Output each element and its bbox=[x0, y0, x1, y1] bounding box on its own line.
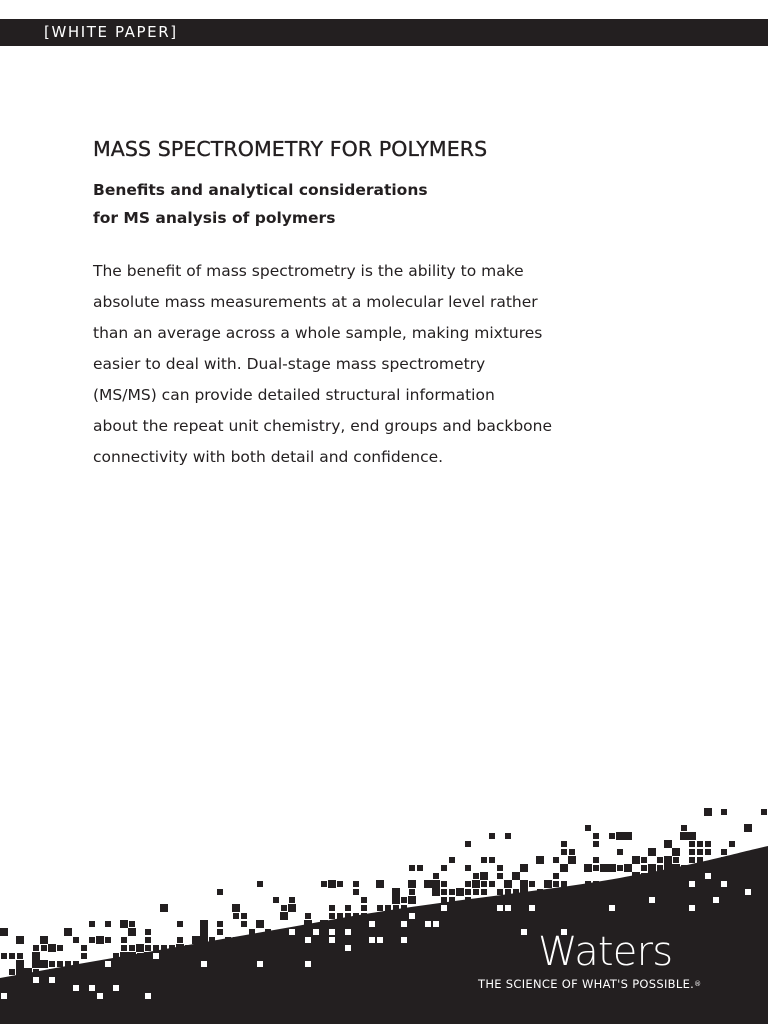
mosaic-pixel bbox=[57, 961, 63, 967]
mosaic-pixel bbox=[520, 880, 528, 888]
document-subtitle bbox=[93, 176, 573, 232]
mosaic-pixel bbox=[449, 889, 455, 895]
mosaic-pixel-gap bbox=[89, 985, 95, 991]
mosaic-pixel bbox=[441, 881, 447, 887]
mosaic-pixel bbox=[513, 889, 519, 895]
mosaic-pixel bbox=[337, 913, 343, 919]
mosaic-pixel bbox=[16, 960, 24, 968]
mosaic-pixel bbox=[697, 841, 703, 847]
mosaic-pixel bbox=[465, 889, 471, 895]
mosaic-pixel bbox=[321, 881, 327, 887]
mosaic-pixel bbox=[681, 865, 687, 871]
mosaic-pixel bbox=[721, 849, 727, 855]
mosaic-pixel bbox=[529, 881, 535, 887]
mosaic-pixel-gap bbox=[609, 905, 615, 911]
mosaic-pixel bbox=[449, 857, 455, 863]
mosaic-pixel bbox=[145, 945, 151, 951]
mosaic-pixel bbox=[144, 952, 152, 960]
mosaic-pixel bbox=[744, 824, 752, 832]
mosaic-pixel bbox=[249, 929, 255, 935]
mosaic-pixel-gap bbox=[401, 937, 407, 943]
mosaic-pixel bbox=[376, 880, 384, 888]
mosaic-pixel bbox=[497, 873, 503, 879]
mosaic-pixel bbox=[520, 888, 528, 896]
mosaic-pixel bbox=[553, 857, 559, 863]
mosaic-pixel bbox=[33, 945, 39, 951]
mosaic-pixel bbox=[632, 856, 640, 864]
body-line: easier to deal with. Dual-stage mass spectrometry bbox=[93, 355, 486, 373]
mosaic-pixel bbox=[624, 832, 632, 840]
footer-band bbox=[0, 800, 768, 1024]
mosaic-pixel bbox=[641, 865, 647, 871]
brand-tagline bbox=[478, 976, 701, 992]
mosaic-pixel bbox=[81, 953, 87, 959]
mosaic-pixel bbox=[593, 857, 599, 863]
mosaic-pixel bbox=[392, 896, 400, 904]
mosaic-pixel bbox=[32, 960, 40, 968]
mosaic-pixel bbox=[145, 929, 151, 935]
mosaic-pixel bbox=[48, 944, 56, 952]
mosaic-pixel bbox=[361, 913, 367, 919]
mosaic-pixel-gap bbox=[433, 921, 439, 927]
mosaic-pixel bbox=[40, 936, 48, 944]
mosaic-pixel bbox=[337, 881, 343, 887]
mosaic-pixel bbox=[241, 913, 247, 919]
mosaic-pixel bbox=[641, 857, 647, 863]
mosaic-pixel bbox=[200, 936, 208, 944]
mosaic-pixel bbox=[465, 865, 471, 871]
mosaic-pixel-gap bbox=[305, 961, 311, 967]
mosaic-pixel bbox=[584, 864, 592, 872]
mosaic-pixel bbox=[704, 808, 712, 816]
mosaic-pixel-gap bbox=[745, 889, 751, 895]
mosaic-pixel bbox=[560, 864, 568, 872]
mosaic-pixel bbox=[320, 920, 328, 928]
mosaic-pixel-gap bbox=[369, 921, 375, 927]
mosaic-pixel bbox=[705, 849, 711, 855]
mosaic-pixel bbox=[73, 937, 79, 943]
mosaic-pixel bbox=[217, 889, 223, 895]
mosaic-pixel bbox=[9, 969, 15, 975]
mosaic-pixel bbox=[472, 880, 480, 888]
mosaic-pixel bbox=[520, 864, 528, 872]
mosaic-pixel bbox=[473, 889, 479, 895]
mosaic-pixel-gap bbox=[97, 993, 103, 999]
body-line: about the repeat unit chemistry, end groups and backbone bbox=[93, 417, 553, 435]
mosaic-pixel bbox=[217, 921, 223, 927]
mosaic-pixel bbox=[40, 960, 48, 968]
mosaic-pixel bbox=[145, 937, 151, 943]
mosaic-pixel bbox=[16, 936, 24, 944]
mosaic-pixel bbox=[81, 945, 87, 951]
mosaic-pixel bbox=[473, 873, 479, 879]
mosaic-pixel bbox=[465, 841, 471, 847]
mosaic-pixel-gap bbox=[377, 937, 383, 943]
mosaic-pixel bbox=[17, 953, 23, 959]
mosaic-pixel-gap bbox=[33, 977, 39, 983]
mosaic-pixel bbox=[481, 857, 487, 863]
mosaic-pixel-gap bbox=[329, 937, 335, 943]
body-line: connectivity with both detail and confidence. bbox=[93, 448, 444, 466]
mosaic-pixel bbox=[689, 841, 695, 847]
mosaic-pixel bbox=[681, 825, 687, 831]
mosaic-pixel bbox=[232, 904, 240, 912]
body-line: than an average across a whole sample, making mixtures bbox=[93, 324, 543, 342]
mosaic-pixel bbox=[49, 961, 55, 967]
subtitle-line: Benefits and analytical considerations bbox=[93, 181, 428, 199]
mosaic-pixel-gap bbox=[313, 929, 319, 935]
mosaic-pixel bbox=[177, 937, 183, 943]
document-content bbox=[93, 134, 573, 473]
mosaic-pixel bbox=[377, 905, 383, 911]
mosaic-pixel bbox=[304, 920, 312, 928]
mosaic-pixel bbox=[256, 920, 264, 928]
mosaic-pixel bbox=[401, 897, 407, 903]
body-paragraph bbox=[93, 256, 573, 473]
mosaic-pixel bbox=[105, 921, 111, 927]
mosaic-pixel bbox=[608, 864, 616, 872]
mosaic-pixel bbox=[233, 937, 239, 943]
mosaic-pixel bbox=[409, 865, 415, 871]
subtitle-line: for MS analysis of polymers bbox=[93, 209, 336, 227]
mosaic-pixel-gap bbox=[401, 921, 407, 927]
mosaic-pixel bbox=[289, 897, 295, 903]
mosaic-pixel bbox=[561, 881, 567, 887]
mosaic-pixel bbox=[57, 945, 63, 951]
mosaic-pixel bbox=[193, 945, 199, 951]
mosaic-pixel bbox=[432, 888, 440, 896]
mosaic-pixel bbox=[153, 945, 159, 951]
mosaic-pixel bbox=[441, 889, 447, 895]
body-line: The benefit of mass spectrometry is the ability to make bbox=[93, 262, 524, 280]
mosaic-pixel bbox=[176, 944, 184, 952]
mosaic-pixel-gap bbox=[113, 985, 119, 991]
mosaic-pixel bbox=[497, 865, 503, 871]
mosaic-pixel bbox=[648, 872, 656, 880]
mosaic-pixel bbox=[641, 873, 647, 879]
mosaic-pixel bbox=[361, 897, 367, 903]
mosaic-pixel bbox=[160, 904, 168, 912]
mosaic-pixel bbox=[353, 889, 359, 895]
mosaic-pixel bbox=[680, 832, 688, 840]
document-title: MASS SPECTROMETRY FOR POLYMERS bbox=[93, 137, 488, 161]
mosaic-pixel-gap bbox=[329, 929, 335, 935]
mosaic-pixel bbox=[128, 928, 136, 936]
mosaic-pixel bbox=[393, 905, 399, 911]
mosaic-pixel bbox=[128, 952, 136, 960]
mosaic-pixel bbox=[408, 896, 416, 904]
mosaic-pixel bbox=[481, 889, 487, 895]
mosaic-pixel bbox=[536, 856, 544, 864]
mosaic-pixel bbox=[361, 905, 367, 911]
mosaic-pixel bbox=[409, 889, 415, 895]
mosaic-pixel bbox=[593, 841, 599, 847]
mosaic-pixel-gap bbox=[505, 905, 511, 911]
mosaic-pixel bbox=[672, 864, 680, 872]
mosaic-pixel bbox=[233, 913, 239, 919]
mosaic-pixel bbox=[280, 912, 288, 920]
mosaic-pixel bbox=[96, 936, 104, 944]
mosaic-pixel bbox=[65, 961, 71, 967]
mosaic-pixel bbox=[568, 856, 576, 864]
brand-wordmark: Waters bbox=[538, 929, 673, 975]
mosaic-pixel bbox=[489, 833, 495, 839]
mosaic-pixel bbox=[729, 841, 735, 847]
mosaic-pixel bbox=[505, 833, 511, 839]
mosaic-pixel-gap bbox=[345, 945, 351, 951]
mosaic-pixel bbox=[385, 905, 391, 911]
mosaic-pixel bbox=[537, 889, 543, 895]
mosaic-pixel bbox=[657, 865, 663, 871]
mosaic-pixel-gap bbox=[201, 961, 207, 967]
mosaic-pixel bbox=[281, 905, 287, 911]
mosaic-pixel-gap bbox=[689, 881, 695, 887]
mosaic-pixel bbox=[504, 880, 512, 888]
mosaic-pixel bbox=[225, 937, 231, 943]
mosaic-pixel bbox=[305, 913, 311, 919]
mosaic-pixel bbox=[497, 889, 503, 895]
mosaic-pixel bbox=[105, 937, 111, 943]
mosaic-pixel bbox=[177, 921, 183, 927]
mosaic-pixel bbox=[424, 880, 432, 888]
mosaic-pixel bbox=[32, 952, 40, 960]
mosaic-pixel bbox=[120, 952, 128, 960]
mosaic-pixel bbox=[169, 945, 175, 951]
mosaic-pixel bbox=[89, 937, 95, 943]
mosaic-pixel bbox=[697, 857, 703, 863]
mosaic-pixel bbox=[648, 848, 656, 856]
mosaic-pixel-gap bbox=[345, 929, 351, 935]
mosaic-pixel bbox=[617, 849, 623, 855]
mosaic-pixel bbox=[200, 920, 208, 928]
mosaic-pixel bbox=[328, 880, 336, 888]
mosaic-pixel bbox=[329, 913, 335, 919]
mosaic-pixel bbox=[489, 857, 495, 863]
mosaic-pixel bbox=[465, 881, 471, 887]
mosaic-pixel bbox=[664, 856, 672, 864]
mosaic-pixel bbox=[593, 865, 599, 871]
mosaic-pixel-gap bbox=[289, 929, 295, 935]
mosaic-pixel bbox=[689, 849, 695, 855]
mosaic-pixel bbox=[553, 873, 559, 879]
mosaic-pixel bbox=[561, 849, 567, 855]
registered-mark: ® bbox=[694, 980, 702, 988]
mosaic-pixel-gap bbox=[1, 993, 7, 999]
mosaic-pixel bbox=[449, 897, 455, 903]
mosaic-pixel bbox=[329, 905, 335, 911]
mosaic-pixel bbox=[617, 865, 623, 871]
mosaic-pixel bbox=[624, 864, 632, 872]
mosaic-pixel bbox=[1, 953, 7, 959]
mosaic-pixel bbox=[609, 833, 615, 839]
mosaic-pixel bbox=[761, 809, 767, 815]
mosaic-pixel bbox=[73, 961, 79, 967]
mosaic-pixel-gap bbox=[257, 961, 263, 967]
mosaic-pixel bbox=[41, 945, 47, 951]
mosaic-pixel-gap bbox=[305, 937, 311, 943]
mosaic-pixel bbox=[408, 880, 416, 888]
mosaic-pixel bbox=[616, 832, 624, 840]
mosaic-pixel bbox=[569, 849, 575, 855]
mosaic-pixel bbox=[480, 872, 488, 880]
mosaic-pixel bbox=[217, 929, 223, 935]
mosaic-pixel bbox=[257, 881, 263, 887]
mosaic-pixel-gap bbox=[369, 937, 375, 943]
body-line: absolute mass measurements at a molecular level rather bbox=[93, 293, 538, 311]
mosaic-pixel bbox=[209, 937, 215, 943]
mosaic-pixel bbox=[456, 888, 464, 896]
mosaic-pixel-gap bbox=[441, 905, 447, 911]
mosaic-pixel bbox=[24, 968, 32, 976]
document-type-label: [WHITE PAPER] bbox=[44, 23, 178, 41]
mosaic-pixel bbox=[441, 865, 447, 871]
mosaic-pixel bbox=[129, 921, 135, 927]
mosaic-pixel bbox=[121, 945, 127, 951]
mosaic-pixel-gap bbox=[145, 993, 151, 999]
mosaic-pixel bbox=[705, 841, 711, 847]
mosaic-pixel bbox=[600, 864, 608, 872]
mosaic-pixel bbox=[481, 881, 487, 887]
mosaic-pixel bbox=[688, 832, 696, 840]
mosaic-pixel-gap bbox=[721, 881, 727, 887]
mosaic-pixel-gap bbox=[521, 929, 527, 935]
mosaic-pixel-gap bbox=[409, 913, 415, 919]
mosaic-pixel-gap bbox=[529, 905, 535, 911]
mosaic-pixel bbox=[113, 953, 119, 959]
mosaic-pixel bbox=[136, 944, 144, 952]
mosaic-pixel bbox=[648, 864, 656, 872]
mosaic-pixel bbox=[265, 929, 271, 935]
mosaic-pixel bbox=[9, 977, 15, 983]
mosaic-pixel bbox=[120, 920, 128, 928]
mosaic-pixel bbox=[241, 921, 247, 927]
mosaic-pixel bbox=[432, 880, 440, 888]
mosaic-pixel bbox=[465, 897, 471, 903]
mosaic-pixel-gap bbox=[649, 897, 655, 903]
mosaic-pixel bbox=[33, 969, 39, 975]
mosaic-pixel bbox=[609, 881, 615, 887]
mosaic-pixel-gap bbox=[497, 905, 503, 911]
mosaic-pixel bbox=[689, 857, 695, 863]
mosaic-pixel bbox=[632, 872, 640, 880]
mosaic-pixel bbox=[161, 945, 167, 951]
mosaic-pixel bbox=[593, 833, 599, 839]
header-band bbox=[0, 19, 768, 46]
body-line: (MS/MS) can provide detailed structural information bbox=[93, 386, 495, 404]
mosaic-pixel bbox=[0, 928, 8, 936]
mosaic-pixel bbox=[697, 849, 703, 855]
mosaic-pixel-gap bbox=[73, 985, 79, 991]
mosaic-pixel bbox=[441, 897, 447, 903]
mosaic-pixel-gap bbox=[689, 905, 695, 911]
mosaic-pixel-gap bbox=[105, 961, 111, 967]
mosaic-pixel bbox=[512, 872, 520, 880]
mosaic-pixel bbox=[89, 921, 95, 927]
mosaic-pixel-gap bbox=[705, 873, 711, 879]
mosaic-pixel bbox=[489, 881, 495, 887]
mosaic-pixel-gap bbox=[425, 921, 431, 927]
mosaic-pixel bbox=[672, 848, 680, 856]
mosaic-pixel bbox=[664, 840, 672, 848]
mosaic-pixel bbox=[401, 905, 407, 911]
mosaic-pixel bbox=[657, 857, 663, 863]
tagline-text: THE SCIENCE OF WHAT'S POSSIBLE. bbox=[478, 977, 695, 991]
mosaic-pixel bbox=[593, 881, 599, 887]
mosaic-pixel bbox=[553, 881, 559, 887]
mosaic-pixel bbox=[392, 888, 400, 896]
mosaic-pixel bbox=[664, 864, 672, 872]
mosaic-pixel bbox=[505, 889, 511, 895]
mosaic-pixel bbox=[49, 969, 55, 975]
mosaic-pixel bbox=[353, 913, 359, 919]
mosaic-pixel-gap bbox=[153, 953, 159, 959]
mosaic-pixel bbox=[16, 968, 24, 976]
mosaic-pixel-gap bbox=[49, 977, 55, 983]
mosaic-pixel bbox=[345, 913, 351, 919]
mosaic-pixel bbox=[185, 945, 191, 951]
mosaic-pixel bbox=[9, 953, 15, 959]
mosaic-pixel bbox=[137, 953, 143, 959]
mosaic-pixel bbox=[561, 841, 567, 847]
mosaic-pixel bbox=[121, 937, 127, 943]
mosaic-pixel bbox=[585, 881, 591, 887]
mosaic-pixel bbox=[200, 928, 208, 936]
mosaic-pixel bbox=[64, 928, 72, 936]
mosaic-pixel bbox=[673, 857, 679, 863]
mosaic-pixel bbox=[97, 961, 103, 967]
mosaic-pixel bbox=[273, 897, 279, 903]
mosaic-pixel bbox=[433, 873, 439, 879]
mosaic-pixel bbox=[288, 904, 296, 912]
mosaic-pixel bbox=[353, 881, 359, 887]
mosaic-pixel bbox=[192, 936, 200, 944]
mosaic-pixel bbox=[129, 945, 135, 951]
mosaic-pixel bbox=[721, 809, 727, 815]
mosaic-pixel bbox=[585, 825, 591, 831]
mosaic-pixel bbox=[417, 865, 423, 871]
mosaic-pixel bbox=[544, 880, 552, 888]
mosaic-pixel bbox=[721, 857, 727, 863]
mosaic-pixel bbox=[345, 905, 351, 911]
mosaic-pixel-gap bbox=[713, 897, 719, 903]
